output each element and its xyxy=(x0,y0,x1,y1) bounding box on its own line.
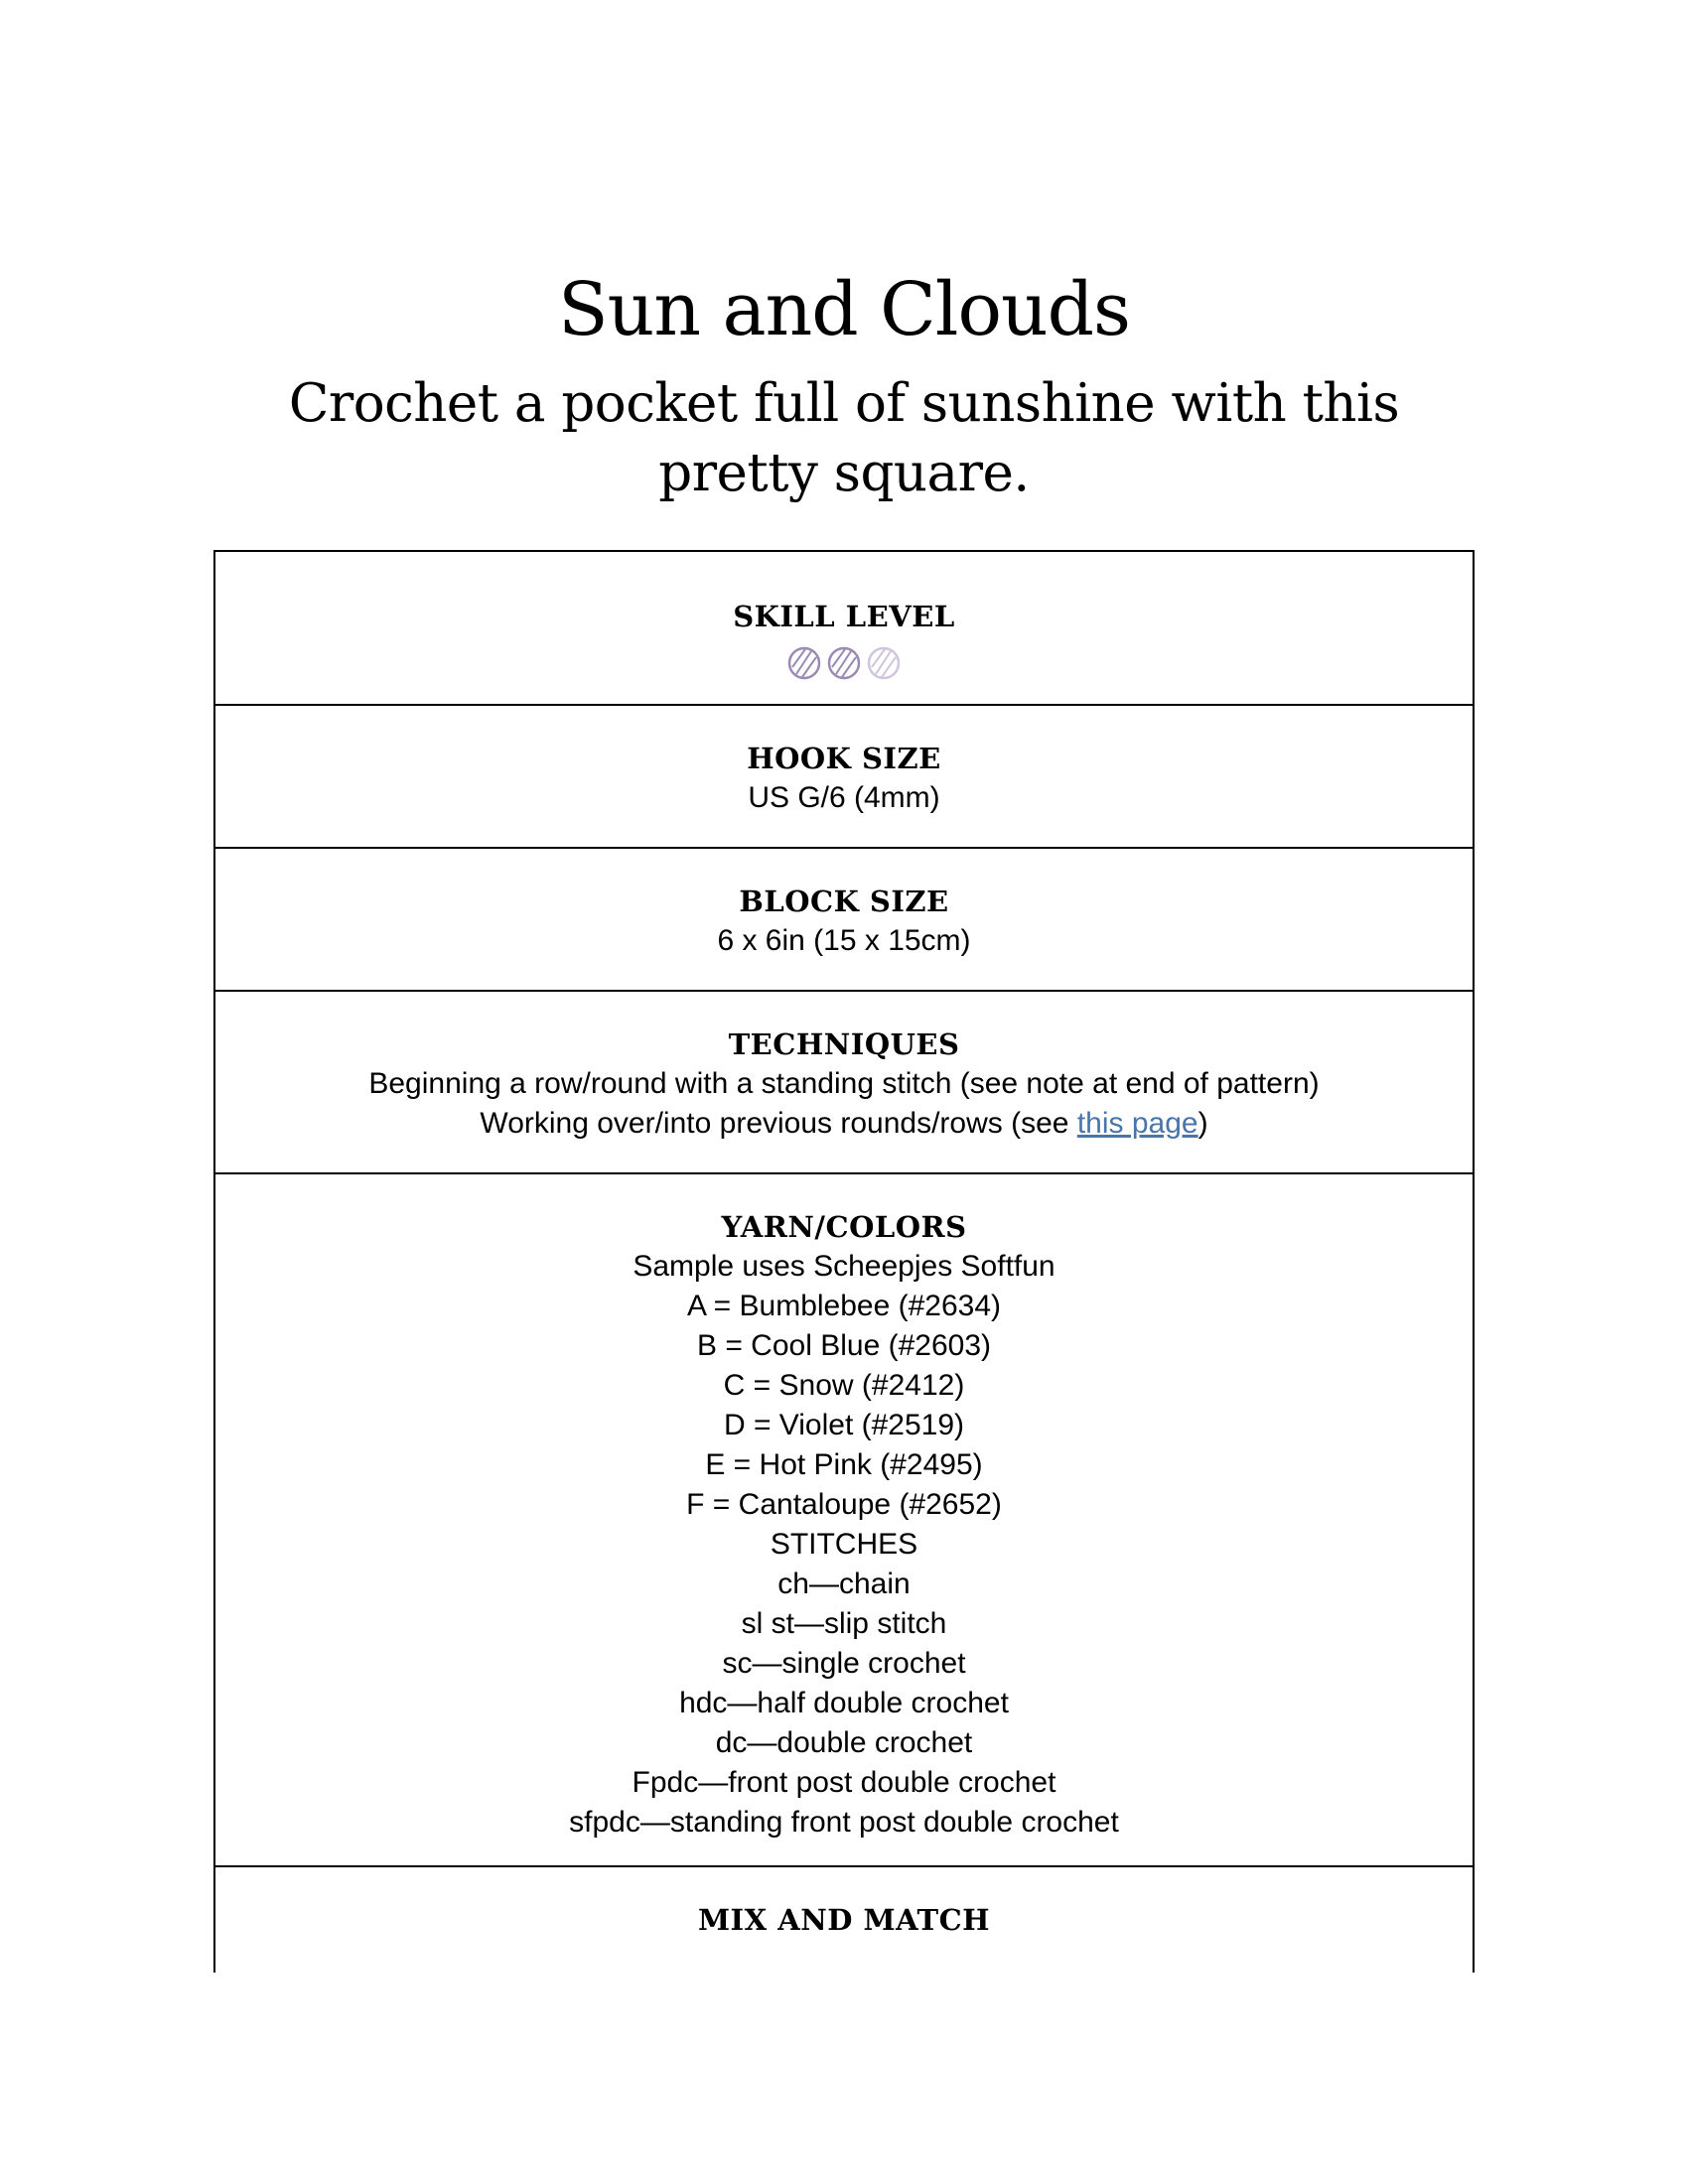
techniques-line-2-suffix: ) xyxy=(1197,1107,1208,1140)
yarn-ball-icon xyxy=(787,646,821,680)
yarn-line: F = Cantaloupe (#2652) xyxy=(686,1488,1002,1521)
yarn-ball-icon xyxy=(867,646,901,680)
skill-level-rating xyxy=(215,646,1473,680)
yarn-line: A = Bumblebee (#2634) xyxy=(686,1290,1002,1322)
stitch-line: sfpdc—standing front post double crochet xyxy=(569,1806,1119,1839)
stitch-line: sl st—slip stitch xyxy=(741,1607,947,1640)
mix-and-match-heading: MIX AND MATCH xyxy=(697,1903,991,1937)
stitch-line: Fpdc—front post double crochet xyxy=(632,1766,1056,1799)
stitch-line: hdc—half double crochet xyxy=(679,1687,1009,1719)
techniques-line-2 xyxy=(215,1104,1473,1144)
techniques-line-1: Beginning a row/round with a standing stitch (see note at end of pattern) xyxy=(368,1067,1320,1100)
yarn-colors-heading: YARN/COLORS xyxy=(721,1210,967,1244)
hook-size-heading: HOOK SIZE xyxy=(747,742,941,775)
techniques-line-2-prefix: Working over/into previous rounds/rows (see xyxy=(480,1107,1077,1140)
pattern-subtitle: Crochet a pocket full of sunshine with this pretty square. xyxy=(288,373,1400,503)
block-size-heading: BLOCK SIZE xyxy=(739,885,949,918)
skill-level-row xyxy=(215,550,1473,704)
skill-level-heading: SKILL LEVEL xyxy=(733,600,955,633)
yarn-line: E = Hot Pink (#2495) xyxy=(705,1448,983,1481)
mix-and-match-row xyxy=(215,1865,1473,1973)
yarn-line: Sample uses Scheepjes Softfun xyxy=(633,1250,1055,1283)
yarn-colors-row xyxy=(215,1172,1473,1865)
yarn-colors-list xyxy=(215,1247,1473,1843)
this-page-link[interactable]: this page xyxy=(1076,1107,1198,1140)
stitch-line: ch—chain xyxy=(777,1568,911,1600)
stitch-line: dc—double crochet xyxy=(715,1726,973,1759)
techniques-row xyxy=(215,990,1473,1172)
stitches-heading: STITCHES xyxy=(770,1528,918,1561)
yarn-line: B = Cool Blue (#2603) xyxy=(696,1329,991,1362)
block-size-value: 6 x 6in (15 x 15cm) xyxy=(717,924,971,957)
yarn-line: D = Violet (#2519) xyxy=(723,1409,965,1441)
stitch-line: sc—single crochet xyxy=(722,1647,966,1680)
block-size-row xyxy=(215,847,1473,990)
pattern-title: Sun and Clouds xyxy=(557,267,1131,352)
techniques-heading: TECHNIQUES xyxy=(728,1027,960,1061)
yarn-line: C = Snow (#2412) xyxy=(723,1369,965,1402)
hook-size-row xyxy=(215,704,1473,847)
pattern-info-table xyxy=(213,550,1475,1973)
hook-size-value: US G/6 (4mm) xyxy=(748,781,940,814)
yarn-ball-icon xyxy=(827,646,861,680)
